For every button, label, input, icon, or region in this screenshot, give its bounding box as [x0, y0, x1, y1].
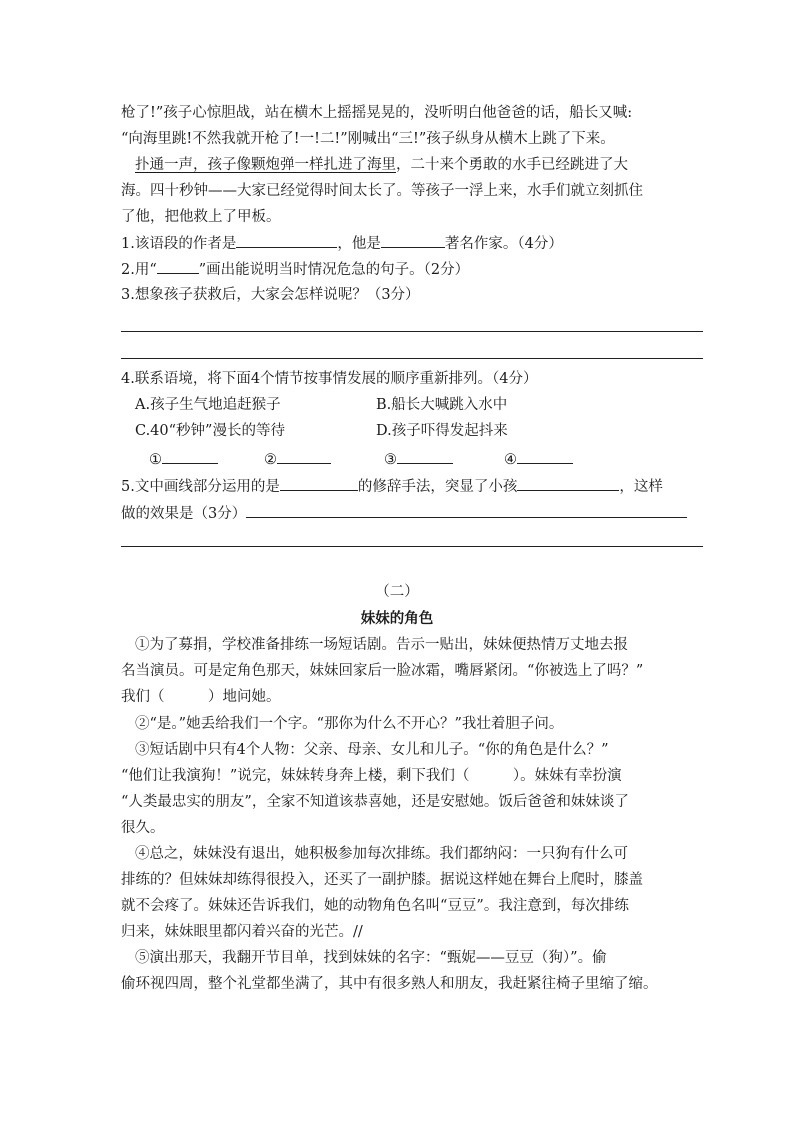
passage-line-3	[135, 155, 628, 175]
question-5-cont	[121, 503, 687, 524]
q2-underline-sample	[157, 259, 199, 274]
q5-trait-blank[interactable]	[517, 476, 619, 491]
q4-slot-1-label: ①	[149, 452, 162, 468]
q5-effect-blank[interactable]	[246, 503, 687, 518]
para-line: 名当演员。可是定角色那天，妹妹回家后一脸冰霜，嘴唇紧闭。“你被选上了吗？”	[121, 663, 644, 679]
passage-line-3-rest: ，二十来个勇敢的水手已经跳进了大	[396, 157, 628, 173]
q4-slot-2-blank[interactable]	[277, 449, 331, 464]
passage-line-4: 海。四十秒钟——大家已经觉得时间太长了。等孩子一浮上来，水手们就立刻抓住	[121, 183, 643, 199]
q1-text-b: ，他是	[337, 236, 381, 252]
q4-option-a: A.孩子生气地追赶猴子	[135, 397, 281, 413]
para-line: 归来，妹妹眼里都闪着兴奋的光芒。//	[121, 924, 363, 940]
q5-text-c: ，这样	[619, 479, 663, 495]
q1-country-blank[interactable]	[381, 233, 445, 248]
q4-slot-4-blank[interactable]	[517, 449, 573, 464]
para-line: “人类最忠实的朋友”，全家不知道该恭喜她，还是安慰她。饭后爸爸和妹妹谈了	[121, 794, 629, 810]
section-title: 妹妹的角色	[360, 611, 434, 627]
q4-slot-1-blank[interactable]	[162, 449, 218, 464]
q5-text-d: 做的效果是（3分）	[121, 506, 247, 522]
q4-option-c: C.40“秒钟”漫长的等待	[135, 423, 285, 439]
question-1	[121, 233, 563, 254]
para-line: 很久。	[121, 820, 165, 836]
passage-line-2: “向海里跳!不然我就开枪了!一!二!”刚喊出“三!”孩子纵身从横木上跳了下来。	[121, 131, 615, 147]
q3-answer-line-1[interactable]	[121, 331, 703, 332]
q4-slot-1[interactable]	[149, 449, 218, 470]
para-line: ②“是。”她丢给我们一个字。“那你为什么不开心？”我壮着胆子问。	[135, 716, 564, 732]
q4-slot-4[interactable]	[504, 449, 573, 470]
passage-line-1: 枪了!”孩子心惊胆战，站在横木上摇摇晃晃的，没听明白他爸爸的话，船长又喊:	[121, 105, 633, 121]
q4-slot-2[interactable]	[264, 449, 331, 470]
q1-author-blank[interactable]	[236, 233, 337, 248]
q1-text-c: 著名作家。（4分）	[444, 236, 563, 252]
para-line: ⑤演出那天，我翻开节目单，找到妹妹的名字：“甄妮——豆豆（狗）”。偷	[135, 950, 607, 966]
question-3: 3.想象孩子获救后，大家会怎样说呢？（3分）	[121, 287, 420, 303]
q4-slot-2-label: ②	[264, 452, 277, 468]
q2-text-b: ”画出能说明当时情况危急的句子。（2分）	[198, 262, 470, 278]
q4-slot-4-label: ④	[504, 452, 517, 468]
question-5	[121, 476, 663, 497]
q4-option-d: D.孩子吓得发起抖来	[376, 423, 508, 439]
para-line: 排练的？但妹妹却练得很投入，还买了一副护膝。据说这样她在舞台上爬时，膝盖	[121, 872, 643, 888]
q2-text-a: 2.用“	[121, 262, 157, 278]
q5-text-a: 5.文中画线部分运用的是	[121, 479, 280, 495]
para-line: ③短话剧中只有4个人物：父亲、母亲、女儿和儿子。“你的角色是什么？”	[135, 742, 609, 758]
question-2	[121, 259, 469, 280]
q4-slot-3-blank[interactable]	[397, 449, 453, 464]
section-number: （二）	[375, 584, 419, 600]
q4-slot-3-label: ③	[384, 452, 397, 468]
passage-line-5: 了他，把他救上了甲板。	[121, 209, 281, 225]
q5-rhetoric-blank[interactable]	[280, 476, 358, 491]
question-4: 4.联系语境，将下面4个情节按事情发展的顺序重新排列。（4分）	[121, 371, 538, 387]
para-line: 就不会疼了。妹妹还告诉我们，她的动物角色名叫“豆豆”。我注意到，每次排练	[121, 898, 629, 914]
underlined-sentence: 扑通一声，孩子像颗炮弹一样扎进了海里	[135, 157, 396, 173]
q5-answer-line[interactable]	[121, 546, 703, 547]
para-line: “他们让我演狗！”说完，妹妹转身奔上楼，剩下我们（ ）。妹妹有幸扮演	[121, 768, 622, 784]
para-line: 偷环视四周，整个礼堂都坐满了，其中有很多熟人和朋友，我赶紧往椅子里缩了缩。	[121, 976, 658, 992]
q1-text-a: 1.该语段的作者是	[121, 236, 237, 252]
para-line: 我们（ ）地问她。	[121, 689, 281, 705]
q4-slot-3[interactable]	[384, 449, 453, 470]
q3-answer-line-2[interactable]	[121, 358, 703, 359]
para-line: ④总之，妹妹没有退出，她积极参加每次排练。我们都纳闷：一只狗有什么可	[135, 846, 628, 862]
q5-text-b: 的修辞手法，突显了小孩	[357, 479, 518, 495]
para-line: ①为了募捐，学校准备排练一场短话剧。告示一贴出，妹妹便热情万丈地去报	[135, 637, 628, 653]
q4-option-b: B.船长大喊跳入水中	[376, 397, 508, 413]
